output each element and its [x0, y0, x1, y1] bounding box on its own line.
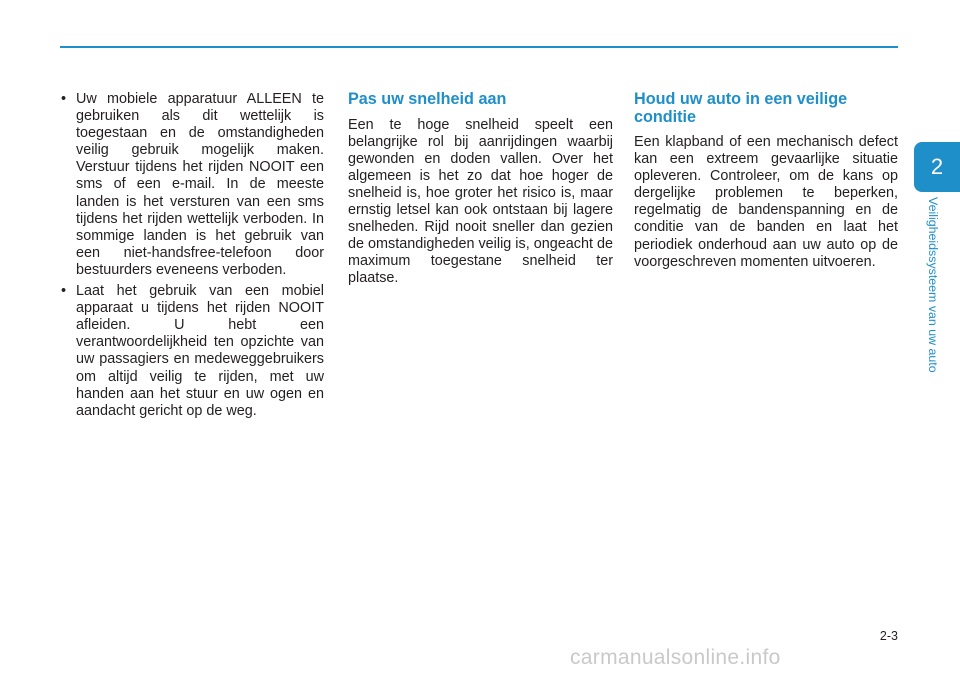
- chapter-tab: 2: [914, 142, 960, 192]
- section-heading-condition: Houd uw auto in een veilige conditie: [634, 90, 848, 126]
- watermark: carmanualsonline.info: [570, 646, 781, 669]
- page-number: 2-3: [879, 629, 898, 643]
- section-heading-speed: Pas uw snelheid aan: [348, 90, 507, 108]
- section-text-speed: Een te hoge snelheid speelt een belangrijke rol bij aanrijdingen waarbij gewonden en doden vallen. Over het algemeen is het zo dat hoe hoger de snelheid is, hoe groter het risico is, maar ernstig letsel kan ook ontstaan bij lagere snelheden. Rijd nooit sneller dan gezien de omstandigheden veilig is, ongeacht de maximum toegestane snelheid ter plaatse.: [348, 116, 613, 287]
- column-3: [634, 91, 898, 271]
- column-1: [61, 91, 324, 424]
- bullet-item-1: [61, 91, 324, 279]
- bullet-symbol: •: [61, 91, 67, 107]
- chapter-side-title: Veiligheidssysteem van uw auto: [926, 197, 940, 373]
- top-rule: [60, 46, 898, 48]
- bullet-item-2: [61, 283, 324, 420]
- bullet-text: Uw mobiele apparatuur ALLEEN te gebruiken als dit wettelijk is toegestaan en de omstandigheden veilig gebruik mogelijk maken. Verstuur tijdens het rijden NOOIT een sms of een e-mail. In de meeste landen is het versturen van een sms tijdens het rijden wettelijk verboden. In sommige landen is het gebruik van een niet-handsfree-telefoon door bestuurders eveneens verboden.: [76, 91, 324, 278]
- bullet-symbol: •: [61, 283, 67, 300]
- column-2: [348, 91, 613, 287]
- section-text-condition: Een klapband of een mechanisch defect kan een extreem gevaarlijke situatie opleveren. Controleer, om de kans op dergelijke problemen te beperken, regelmatig de bandenspanning en de conditie van de banden en laat het periodiek onderhoud aan uw auto op de voorgeschreven momenten uitvoeren.: [634, 134, 898, 270]
- bullet-text: Laat het gebruik van een mobiel apparaat u tijdens het rijden NOOIT afleiden. U hebt een verantwoordelijkheid ten opzichte van uw passagiers en medeweggebruikers om altijd veilig te rijden, met uw handen aan het stuur en uw ogen en aandacht gericht op de weg.: [76, 283, 324, 419]
